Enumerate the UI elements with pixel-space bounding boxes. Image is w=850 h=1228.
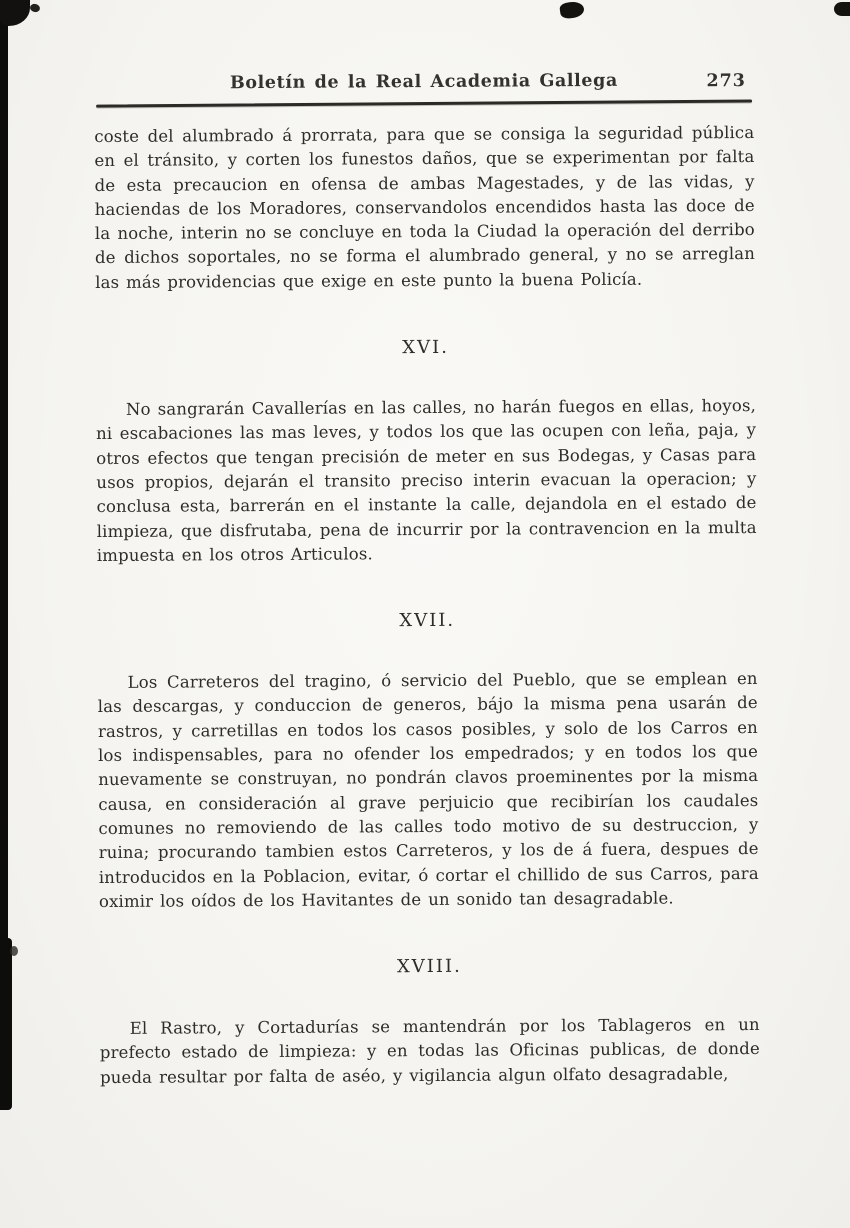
paragraph-xviii: El Rastro, y Cortadurías se mantendrán por los Tablageros en un prefecto estado de limpieza: y en todas las Oficinas publicas, de donde pueda resultar por falta de aséo, y vigilancia algun olfato desagradable,: [99, 1015, 760, 1087]
ink-speck-top-left: [29, 3, 41, 13]
section-heading-xvi: XVI.: [402, 336, 449, 359]
journal-title: Boletín de la Real Academia Gallega: [229, 70, 618, 94]
document-body: [94, 121, 760, 1090]
scan-edge-artifact: [0, 8, 8, 1100]
paragraph-xvi: No sangrarán Cavallerías en las calles, no harán fuegos en ellas, hoyos, ni escabaciones las mas leves, y todos los que las ocupen con leña, paja, y otros efectos que tengan precisión de meter en sus Bodegas, y Casas para usos propios, dejarán el transito preciso interin evacuan la operacion; y conclusa esta, barrerán en el instante la calle, dejandola en el estado de limpieza, que disfrutaba, pena de incurrir por la contravencion en la multa impuesta en los otros Articulos.: [96, 396, 757, 565]
page-content: [94, 70, 760, 1090]
section-heading-xvii: XVII.: [399, 609, 456, 632]
ink-blot-top-left: [0, 0, 30, 26]
scan-edge-artifact-lower: [0, 938, 12, 1110]
paragraph-xvii: Los Carreteros del tragino, ó servicio del Pueblo, que se emplean en las descargas, y conduccion de generos, bájo la misma pena usarán de rastros, y carretillas en todos los casos posibles, y solo de los Carros en los indispensables, para no ofender los empedrados; y en todos los que nuevamente se construyan, no pondrán clavos proeminentes por la misma causa, en consideración al grave perjuicio que recibirían los caudales comunes no removiendo de las calles todo motivo de su destruccion, y ruina; procurando tambien estos Carreteros, y los de á fuera, despues de introducidos en la Poblacion, evitar, ó cortar el chillido de sus Carros, para oximir los oídos de los Havitantes de un sonido tan desagradable.: [97, 669, 759, 911]
page-header: [94, 70, 754, 102]
section-heading-xviii: XVIII.: [396, 955, 462, 978]
ink-blot-top-right: [834, 2, 850, 16]
ink-blot-top-center: [559, 0, 585, 19]
page-number: 273: [706, 71, 747, 92]
paragraph-continuation: coste del alumbrado á prorrata, para que se consiga la seguridad pública en el tránsito, y corten los funestos daños, que se experimentan por falta de esta precaucion en ofensa de ambas Magestades, y de las vidas, y haciendas de los Moradores, conservandolos encendidos hasta las doce de la noche, interin no se concluye en toda la Ciudad la operación del derribo de dichos soportales, no se forma el alumbrado general, y no se arreglan las más providencias que exige en este punto la buena Policía.: [94, 122, 756, 292]
ink-smudge-left: [10, 946, 18, 956]
